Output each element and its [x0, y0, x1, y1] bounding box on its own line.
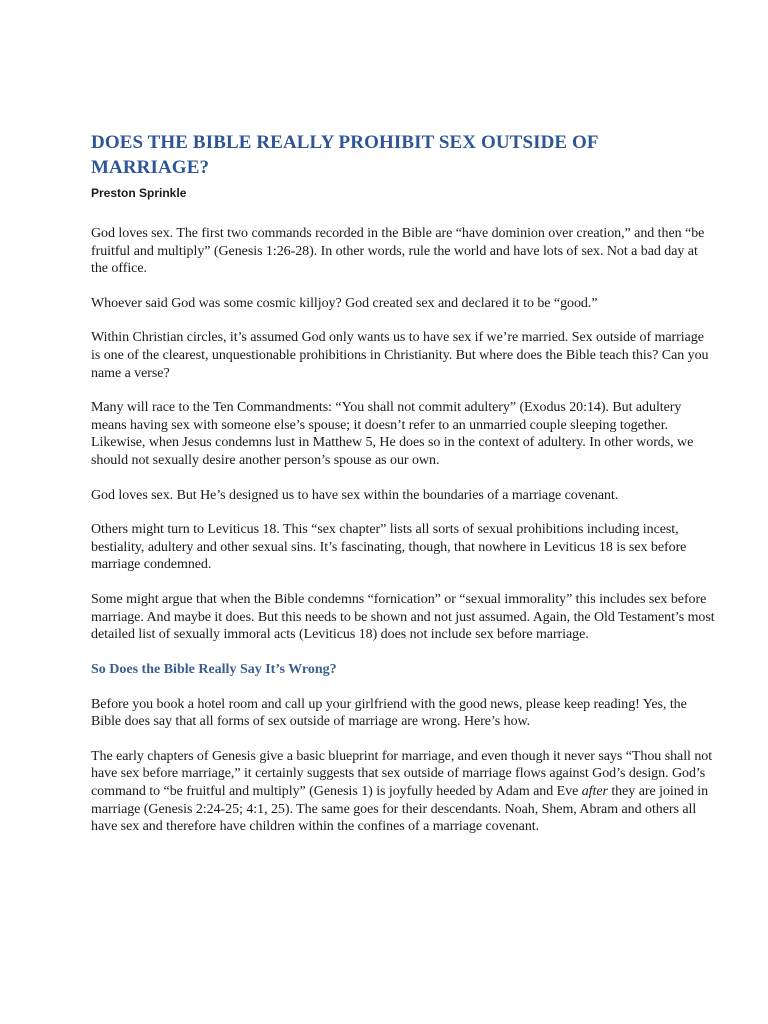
paragraph-9 — [91, 748, 715, 836]
paragraph-6: Others might turn to Leviticus 18. This “sex chapter” lists all sorts of sexual prohibitions including incest, bestiality, adultery and other sexual sins. It’s fascinating, though, that nowhere in Leviticus 18 is sex before marriage condemned. — [91, 522, 687, 573]
section-subheading: So Does the Bible Really Say It’s Wrong? — [91, 661, 337, 677]
paragraph-9-part-2: they are joined in marriage (Genesis 2:24-25; 4:1, 25). The same goes for their descendants. Noah, Shem, Abram and others all have sex and therefore have children within the confines of a marriage covenant. — [91, 784, 709, 835]
paragraph-3: Within Christian circles, it’s assumed God only wants us to have sex if we’re married. Sex outside of marriage is one of the clearest, unquestionable prohibitions in Christianity. But where does the Bible teach this? Can you name a verse? — [91, 330, 709, 381]
paragraph-1: God loves sex. The first two commands recorded in the Bible are “have dominion over creation,” and then “be fruitful and multiply” (Genesis 1:26-28). In other words, rule the world and have lots of sex. Not a bad day at the office. — [91, 226, 705, 277]
paragraph-8: Before you book a hotel room and call up your girlfriend with the good news, please keep reading! Yes, the Bible does say that all forms of sex outside of marriage are wrong. Here’s how. — [91, 696, 687, 730]
paragraph-7: Some might argue that when the Bible condemns “fornication” or “sexual immorality” this includes sex before marriage. And maybe it does. But this needs to be shown and not just assumed. Again, the Old Testament’s most detailed list of sexually immoral acts (Leviticus 18) does not include sex before marriage. — [91, 591, 715, 643]
paragraph-9-emphasis: after — [581, 784, 608, 800]
document-body — [91, 130, 715, 836]
author-name: Preston Sprinkle — [91, 186, 187, 200]
paragraph-4: Many will race to the Ten Commandments: “You shall not commit adultery” (Exodus 20:14). But adultery means having sex with someone else’s spouse; it doesn’t refer to an unmarried couple sleeping together. Likewise, when Jesus condemns lust in Matthew 5, He does so in the context of adultery. In other words, we should not sexually desire another person’s spouse as our own. — [91, 400, 694, 468]
document-title: DOES THE BIBLE REALLY PROHIBIT SEX OUTSIDE OF MARRIAGE? — [91, 132, 598, 178]
paragraph-5: God loves sex. But He’s designed us to have sex within the boundaries of a marriage covenant. — [91, 487, 619, 503]
paragraph-9-part-1: The early chapters of Genesis give a basic blueprint for marriage, and even though it never says “Thou shall not have sex before marriage,” it certainly suggests that sex outside of marriage flows against God’s design. God’s command to “be fruitful and multiply” (Genesis 1) is joyfully heeded by Adam and Eve — [91, 748, 713, 800]
paragraph-2: Whoever said God was some cosmic killjoy? God created sex and declared it to be “good.” — [91, 295, 598, 311]
